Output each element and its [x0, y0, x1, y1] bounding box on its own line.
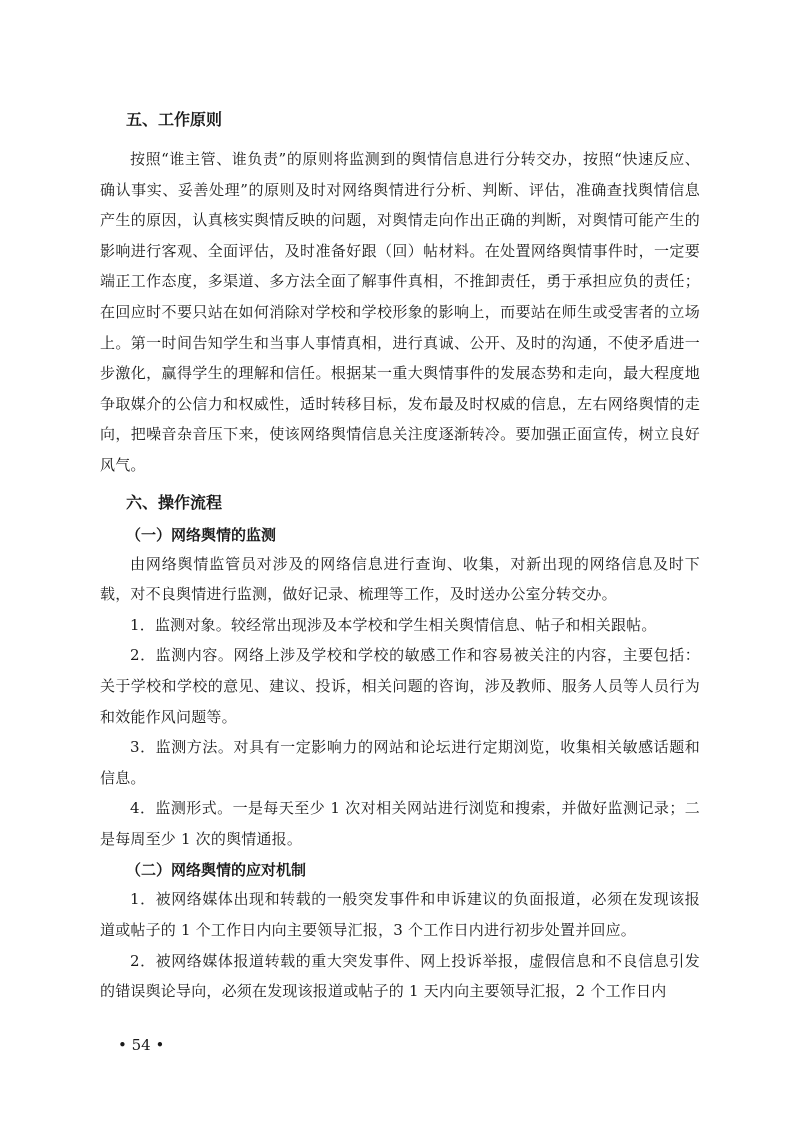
- list-item: 1．监测对象。较经常出现涉及本学校和学生相关舆情信息、帖子和相关跟帖。: [130, 615, 657, 634]
- list-item: 4．监测形式。一是每天至少 1 次对相关网站进行浏览和搜索，并做好监测记录；二是每周至少 1 次的舆情通报。: [100, 799, 700, 848]
- page-number: • 54 •: [118, 1036, 165, 1054]
- section-heading-work-principles: 五、工作原则: [126, 110, 223, 129]
- page-content: [100, 110, 700, 1007]
- list-item: 2．监测内容。网络上涉及学校和学校的敏感工作和容易被关注的内容，主要包括：关于学校和学校的意见、建议、投诉，相关问题的咨询，涉及教师、服务人员等人员行为和效能作风问题等。: [100, 646, 700, 726]
- paragraph-monitoring-intro: 由网络舆情监管员对涉及的网络信息进行查询、收集，对新出现的网络信息及时下载，对不良舆情进行监测，做好记录、梳理等工作，及时送办公室分转交办。: [100, 554, 700, 604]
- subheading-monitoring: （一）网络舆情的监测: [126, 525, 277, 544]
- subheading-response-mechanism: （二）网络舆情的应对机制: [126, 861, 307, 880]
- list-item: 1．被网络媒体出现和转载的一般突发事件和申诉建议的负面报道，必须在发现该报道或帖子的 1 个工作日内向主要领导汇报，3 个工作日内进行初步处置并回应。: [100, 890, 700, 940]
- list-item: 3．监测方法。对具有一定影响力的网站和论坛进行定期浏览，收集相关敏感话题和信息。: [100, 738, 700, 787]
- section-heading-operating-process: 六、操作流程: [126, 492, 223, 512]
- paragraph-work-principles: 按照“谁主管、谁负责”的原则将监测到的舆情信息进行分转交办，按照“快速反应、确认事实、妥善处理”的原则及时对网络舆情进行分析、判断、评估，准确查找舆情信息产生的原因，认真核实舆情反映的问题，对舆情走向作出正确的判断，对舆情可能产生的影响进行客观、全面评估，及时准备好跟（回）帖材料。在处置网络舆情事件时，一定要端正工作态度，多渠道、多方法全面了解事件真相，不推卸责任，勇于承担应负的责任；在回应时不要只站在如何消除对学校和学校形象的影响上，而要站在师生或受害者的立场上。第一时间告知学生和当事人事情真相，进行真诚、公开、及时的沟通，不使矛盾进一步激化，赢得学生的理解和信任。根据某一重大舆情事件的发展态势和走向，最大程度地争取媒介的公信力和权威性，适时转移目标，发布最及时权威的信息，左右网络舆情的走向，把噪音杂音压下来，使该网络舆情信息关注度逐渐转冷。要加强正面宣传，树立良好风气。: [100, 150, 700, 474]
- list-item: 2．被网络媒体报道转载的重大突发事件、网上投诉举报，虚假信息和不良信息引发的错误舆论导向，必须在发现该报道或帖子的 1 天内向主要领导汇报，2 个工作日内: [100, 951, 700, 1001]
